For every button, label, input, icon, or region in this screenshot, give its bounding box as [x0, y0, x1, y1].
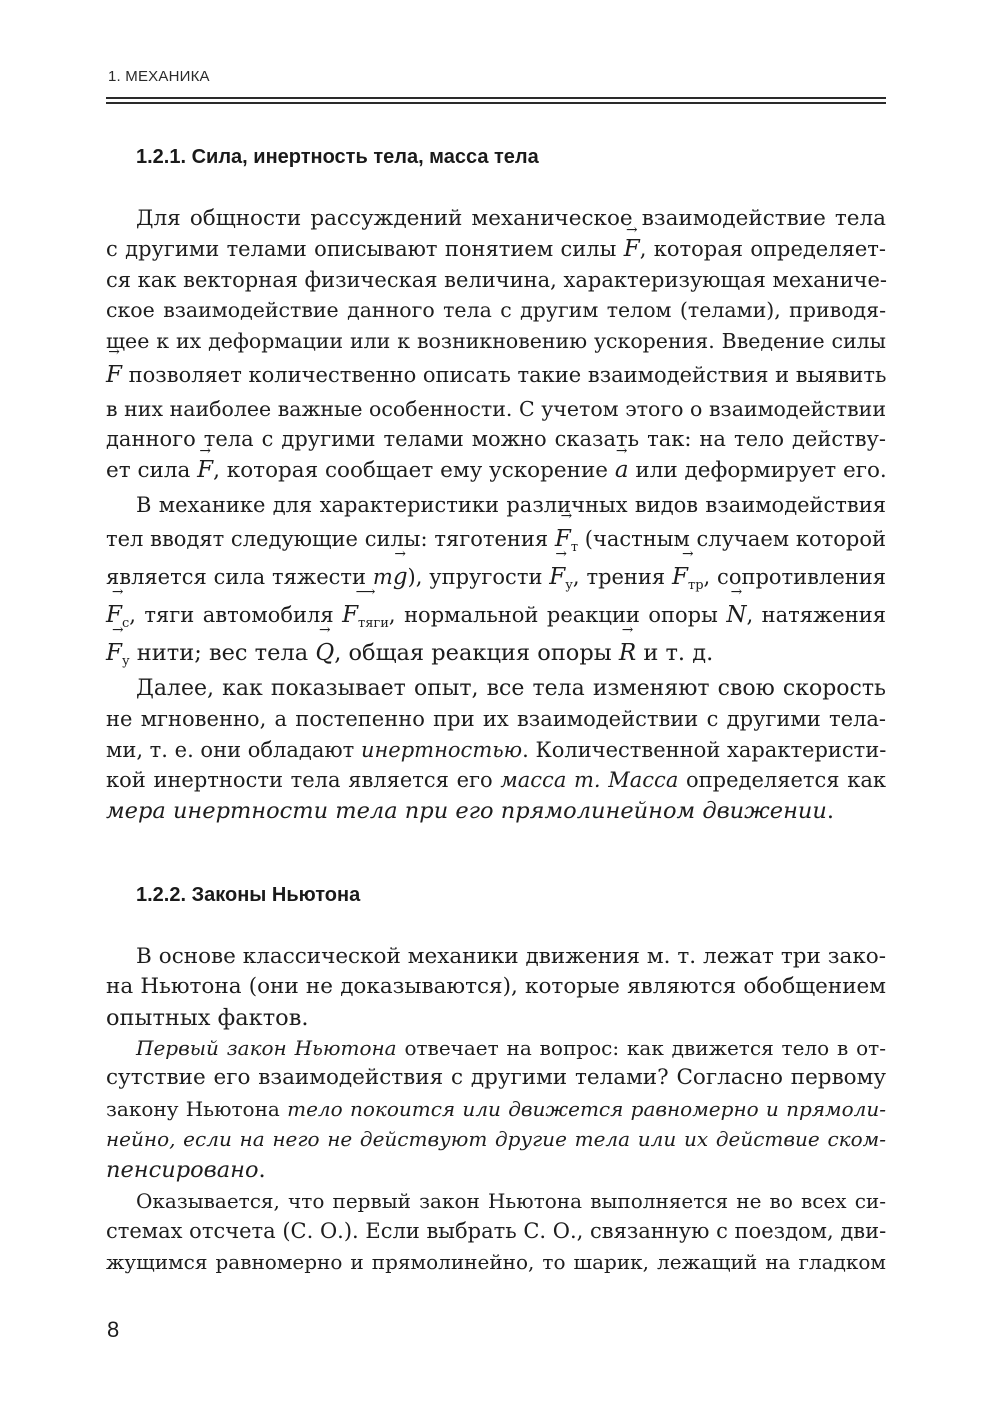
- vector-R: → R: [619, 634, 636, 672]
- page-number: 8: [107, 1317, 120, 1342]
- text-line: на Ньютона (они не доказываются), которые являются обобщением: [106, 974, 886, 1000]
- text-line: является сила тяжести m→ g), упругости → $F_у$, трения → $F_{тр}$, сопротивления: [106, 558, 886, 596]
- text-line: с другими телами описывают понятием силы → F, которая определяет-: [106, 234, 886, 264]
- text-line: Оказывается, что первый закон Ньютона выполняется не во всех си-: [136, 1189, 886, 1213]
- vector-a: → a: [615, 455, 629, 485]
- text-line: закону Ньютона тело покоится или движется равномерно и прямоли-: [106, 1096, 886, 1121]
- text-line: ся как векторная физическая величина, характеризующая механиче-: [106, 267, 888, 292]
- paragraph-newton-intro: [106, 942, 886, 1033]
- text-line: кой инертности тела является его масса m. Масса определяется как: [106, 768, 886, 793]
- text-line: стемах отсчета (С. О.). Если выбрать С. О., связанную с поездом, дви-: [106, 1219, 887, 1244]
- vector-N: → N: [726, 596, 746, 634]
- text-line: данного тела с другими телами можно сказать так: на тело действу-: [106, 427, 886, 452]
- paragraph-force-types: [106, 490, 886, 672]
- section-heading-1-2-2: 1.2.2. Законы Ньютона: [136, 884, 361, 906]
- vector-F-friction: → $F_{тр}$: [672, 558, 703, 605]
- text-line: Первый закон Ньютона отвечает на вопрос: как движется тело в от-: [136, 1036, 886, 1060]
- text-line: щее к их деформации или к возникновению ускорения. Введение силы: [106, 328, 886, 353]
- vector-F-traction: ⟶ $F_{тяги}$: [342, 596, 389, 643]
- text-line: в них наиболее важные особенности. С учетом этого о взаимодействии: [106, 396, 886, 421]
- paragraph-force-definition: [106, 204, 886, 485]
- text-line: жущимся равномерно и прямолинейно, то шарик, лежащий на гладком: [106, 1249, 886, 1274]
- text-line: → $F_с$, тяги автомобиля ⟶ $F_{тяги}$, нормальной реакции опоры → N, натяжения: [106, 596, 886, 634]
- text-line: мера инертности тела при его прямолинейном движении.: [106, 797, 835, 824]
- text-line: опытных фактов.: [106, 1004, 309, 1031]
- vector-F-resistance: → $F_с$: [106, 596, 129, 643]
- text-line: тел вводят следующие силы: тяготения → $F_т$ (частным случаем которой: [106, 520, 886, 558]
- text-line: Далее, как показывает опыт, все тела изменяют свою скорость: [136, 676, 886, 701]
- text-line: → F позволяет количественно описать такие взаимодействия и выявить: [106, 356, 886, 394]
- text-line: ми, т. е. они обладают инертностью. Количественной характеристи-: [106, 737, 887, 762]
- paragraph-inertia: [106, 674, 886, 826]
- vector-F-tension: → $F_у$: [106, 634, 130, 681]
- vector-g: → g: [393, 558, 408, 596]
- text-line: В основе классической механики движения м. т. лежат три зако-: [136, 944, 886, 969]
- paragraph-first-law: [106, 1033, 886, 1185]
- text-line: ское взаимодействие данного тела с другим телом (телами), приводя-: [106, 298, 886, 323]
- vector-F: → F: [106, 356, 122, 394]
- text-line: → $F_у$ нити; вес тела → Q, общая реакция опоры → R и т. д.: [106, 634, 886, 672]
- header-rule-top: [106, 97, 886, 99]
- text-line: ет сила → F, которая сообщает ему ускорение → a или деформирует его.: [106, 455, 886, 485]
- section-heading-1-2-1: 1.2.1. Сила, инертность тела, масса тела: [136, 146, 539, 168]
- text-line: сутствие его взаимодействия с другими телами? Согласно первому: [106, 1065, 886, 1091]
- running-title: 1. МЕХАНИКА: [108, 68, 210, 85]
- text-line: пенсировано.: [106, 1156, 266, 1183]
- vector-Q: → Q: [315, 634, 334, 672]
- vector-F: → F: [197, 455, 213, 485]
- text-line: В механике для характеристики различных видов взаимодействия: [136, 493, 886, 517]
- vector-F: → F: [624, 234, 640, 264]
- vector-F-gravity: → $F_т$: [555, 520, 578, 567]
- header-rule-bottom: [106, 102, 886, 104]
- text-line: Для общности рассуждений механическое взаимодействие тела: [136, 206, 886, 231]
- text-line: нейно, если на него не действуют другие тела или их действие ском-: [106, 1127, 886, 1152]
- vector-F-elastic: → $F_у$: [549, 558, 573, 605]
- text-line: не мгновенно, а постепенно при их взаимодействии с другими тела-: [106, 707, 886, 732]
- paragraph-reference-frames: [106, 1186, 886, 1277]
